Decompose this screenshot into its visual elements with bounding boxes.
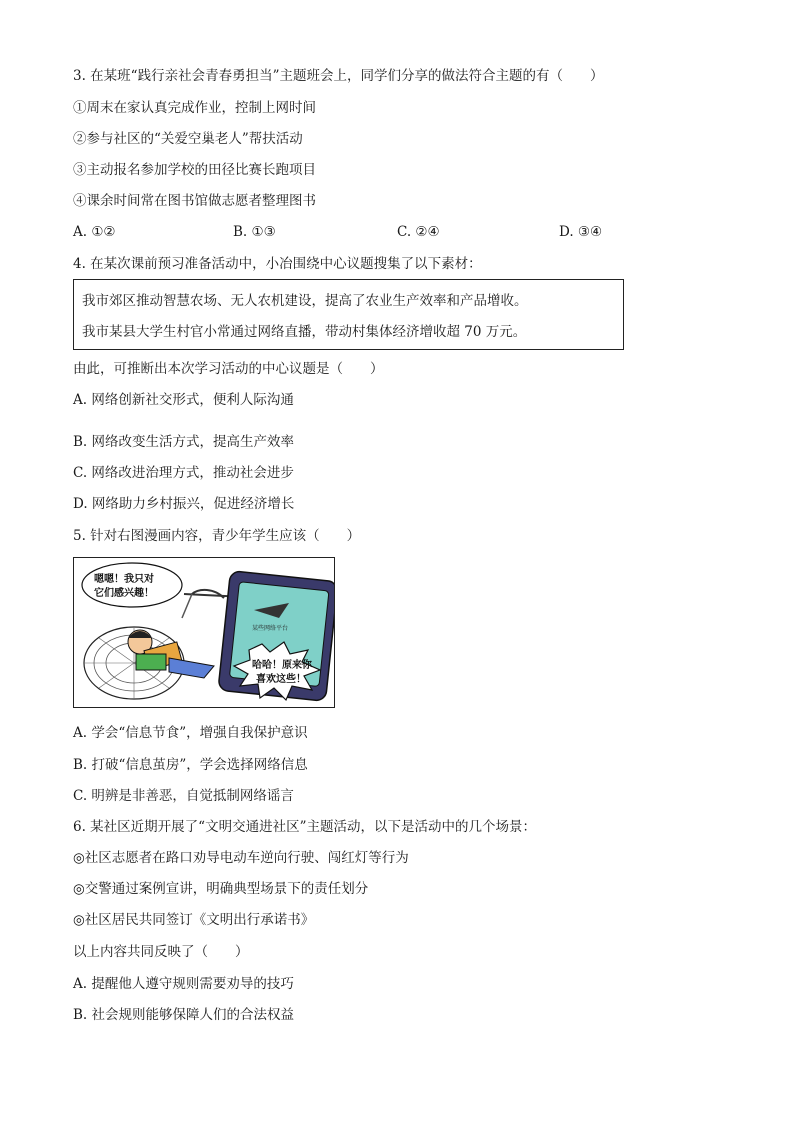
q3-option-a: A. ①② — [73, 224, 116, 240]
q6-scene-2: ◎交警通过案例宣讲，明确典型场景下的责任划分 — [73, 881, 369, 897]
q4-option-a: A. 网络创新社交形式，便利人际沟通 — [73, 392, 294, 408]
q6-option-b: B. 社会规则能够保障人们的合法权益 — [73, 1007, 295, 1023]
q3-item-3: ③主动报名参加学校的田径比赛长跑项目 — [73, 162, 316, 178]
q3-stem: 3. 在某班“践行亲社会青春勇担当”主题班会上，同学们分享的做法符合主题的有（ ） — [73, 68, 604, 84]
q4-stem: 4. 在某次课前预习准备活动中，小冶围绕中心议题搜集了以下素材： — [73, 256, 482, 272]
comic-bubble-left-line-2: 它们感兴趣！ — [94, 588, 154, 599]
comic-bubble-right-line-1: 哈哈！原来你 — [252, 660, 312, 671]
q6-question: 以上内容共同反映了（ ） — [73, 944, 249, 960]
comic-screen-label: 某些网络平台 — [252, 625, 289, 632]
q3-item-4: ④课余时间常在图书馆做志愿者整理图书 — [73, 193, 316, 209]
q6-option-a: A. 提醒他人遵守规则需要劝导的技巧 — [73, 976, 294, 992]
comic-bubble-left-line-1: 嗯嗯！我只对 — [94, 574, 154, 585]
q5-option-a: A. 学会“信息节食”，增强自我保护意识 — [73, 725, 308, 741]
q6-stem: 6. 某社区近期开展了“文明交通进社区”主题活动，以下是活动中的几个场景： — [73, 819, 536, 835]
q3-item-2: ②参与社区的“关爱空巢老人”帮扶活动 — [73, 131, 303, 147]
q3-option-d: D. ③④ — [559, 224, 603, 240]
q3-item-1: ①周末在家认真完成作业，控制上网时间 — [73, 100, 316, 116]
q4-material-2: 我市某县大学生村官小常通过网络直播，带动村集体经济增收超 70 万元。 — [82, 324, 527, 340]
q3-option-b: B. ①③ — [233, 224, 276, 240]
q3-option-c: C. ②④ — [397, 224, 440, 240]
q5-comic-image — [73, 557, 335, 708]
q4-option-c: C. 网络改进治理方式，推动社会进步 — [73, 465, 294, 481]
q6-scene-3: ◎社区居民共同签订《文明出行承诺书》 — [73, 912, 315, 928]
comic-bubble-left — [82, 563, 182, 607]
q4-option-b: B. 网络改变生活方式，提高生产效率 — [73, 434, 295, 450]
q5-option-b: B. 打破“信息茧房”，学会选择网络信息 — [73, 757, 308, 773]
q6-scene-1: ◎社区志愿者在路口劝导电动车逆向行驶、闯红灯等行为 — [73, 850, 409, 866]
q3-options — [73, 224, 693, 242]
q4-material-box — [73, 279, 624, 350]
q5-stem: 5. 针对右图漫画内容，青少年学生应该（ ） — [73, 528, 361, 544]
q4-material-1: 我市郊区推动智慧农场、无人农机建设，提高了农业生产效率和产品增收。 — [82, 293, 528, 309]
comic-bubble-right-line-2: 喜欢这些！ — [256, 674, 306, 685]
q5-option-c: C. 明辨是非善恶，自觉抵制网络谣言 — [73, 788, 294, 804]
q4-option-d: D. 网络助力乡村振兴，促进经济增长 — [73, 496, 295, 512]
q4-question: 由此，可推断出本次学习活动的中心议题是（ ） — [73, 361, 384, 377]
